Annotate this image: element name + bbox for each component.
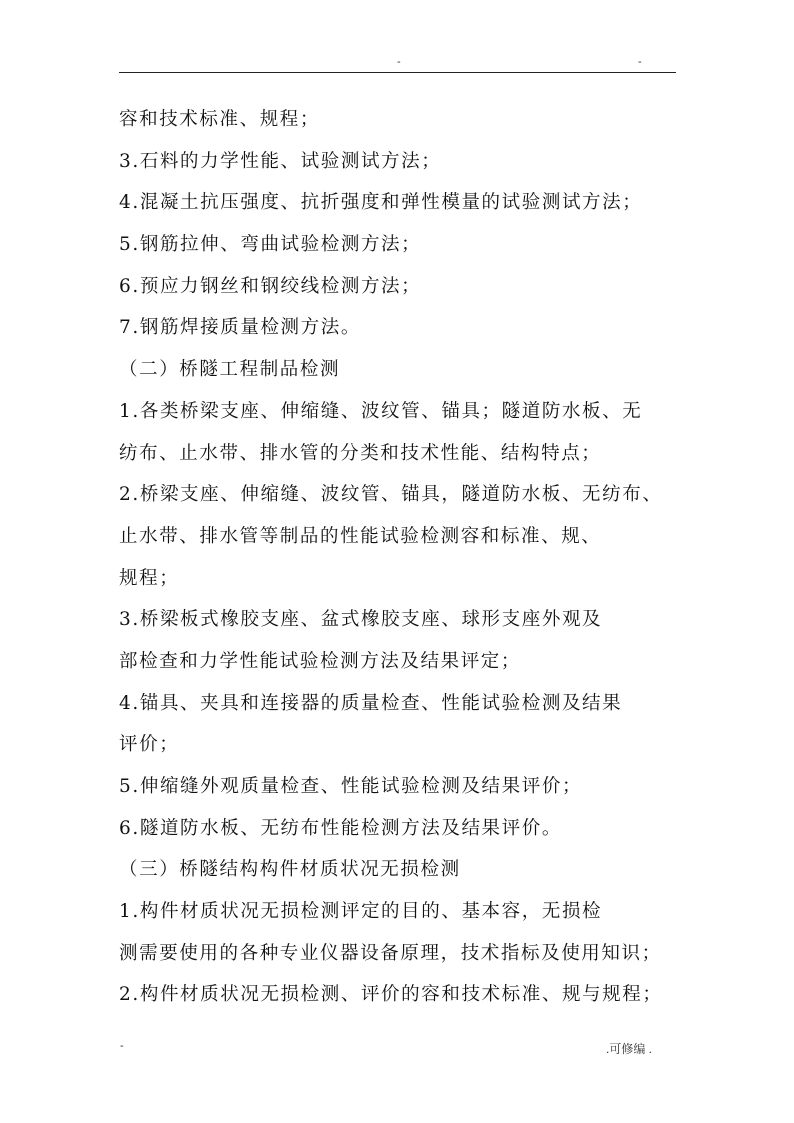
text-line: 2.构件材质状况无损检测、评价的容和技术标准、规与规程； (119, 984, 663, 1006)
header-mark-right: - (638, 56, 642, 68)
text-line: 4.混凝土抗压强度、抗折强度和弹性模量的试验测试方法； (119, 192, 643, 214)
text-line: 纺布、止水带、排水管的分类和技术性能、结构特点； (119, 442, 602, 464)
text-line: 1.构件材质状况无损检测评定的目的、基本容，无损检 (119, 901, 603, 923)
text-line: 5.钢筋拉伸、弯曲试验检测方法； (119, 234, 422, 256)
text-line: 测需要使用的各种专业仪器设备原理，技术指标及使用知识； (119, 942, 662, 964)
text-line: 容和技术标准、规程； (119, 109, 321, 130)
footer-mark-left: - (120, 1040, 124, 1052)
text-line: 6.预应力钢丝和钢绞线检测方法； (119, 275, 422, 297)
text-line: 3.石料的力学性能、试验测试方法； (119, 150, 442, 172)
text-line: 2.桥梁支座、伸缩缝、波纹管、锚具，隧道防水板、无纺布、 (119, 484, 663, 506)
text-line: 5.伸缩缝外观质量检查、性能试验检测及结果评价； (119, 776, 583, 797)
document-body (119, 99, 679, 1016)
footer-editable-note: .可修编 . (606, 1042, 653, 1056)
text-line: 4.锚具、夹具和连接器的质量检查、性能试验检测及结果 (119, 692, 623, 714)
text-line: 7.钢筋焊接质量检测方法。 (119, 317, 361, 339)
text-line: 规程； (119, 567, 180, 589)
section-heading: （三）桥隧结构构件材质状况无损检测 (119, 859, 461, 881)
header-mark-left: - (397, 56, 401, 68)
text-line: 止水带、排水管等制品的性能试验检测容和标准、规、 (119, 525, 602, 547)
text-line: 3.桥梁板式橡胶支座、盆式橡胶支座、球形支座外观及 (119, 609, 603, 631)
text-line: 6.隧道防水板、无纺布性能检测方法及结果评价。 (119, 817, 562, 839)
text-line: 部检查和力学性能试验检测方法及结果评定； (119, 650, 522, 672)
text-line: 1.各类桥梁支座、伸缩缝、波纹管、锚具；隧道防水板、无 (119, 400, 643, 422)
text-line: 评价； (119, 734, 180, 756)
section-heading: （二）桥隧工程制品检测 (119, 359, 341, 381)
header-rule (119, 72, 676, 73)
